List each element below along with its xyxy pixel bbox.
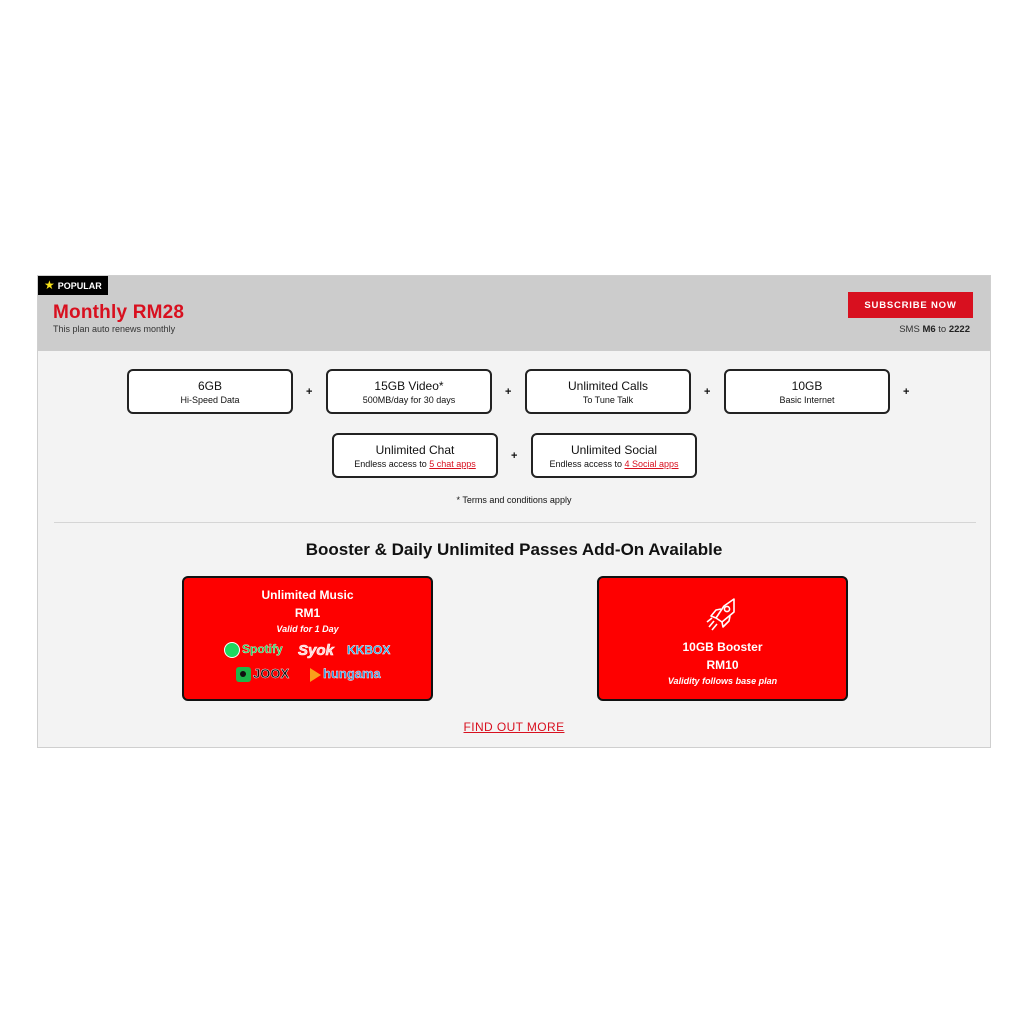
plus-sign: + [306, 386, 313, 398]
divider [54, 522, 976, 523]
plus-sign: + [505, 386, 512, 398]
plan-subtitle: This plan auto renews monthly [53, 324, 176, 334]
plus-sign: + [511, 450, 518, 462]
subscribe-button[interactable]: SUBSCRIBE NOW [848, 292, 973, 318]
plan-title: Monthly RM28 [53, 302, 185, 323]
popular-badge: ★ POPULAR [38, 276, 108, 295]
find-out-more-link[interactable]: FIND OUT MORE [463, 720, 565, 734]
addon-unlimited-music[interactable]: Unlimited Music RM1 Valid for 1 Day Spotify Syok KKBOX JOOX hungama [182, 576, 433, 701]
feature-basic-internet: 10GB Basic Internet [724, 369, 890, 414]
social-apps-link[interactable]: 4 Social apps [624, 459, 679, 469]
chat-apps-link[interactable]: 5 chat apps [429, 459, 476, 469]
plan-header [38, 276, 990, 351]
feature-social: Unlimited Social Endless access to 4 Social apps [531, 433, 697, 478]
hungama-logo: hungama [310, 666, 381, 682]
feature-data: 6GB Hi-Speed Data [127, 369, 293, 414]
sms-instruction: SMS M6 to 2222 [899, 324, 970, 335]
feature-chat: Unlimited Chat Endless access to 5 chat apps [332, 433, 498, 478]
addon-10gb-booster[interactable]: 10GB Booster RM10 Validity follows base plan [597, 576, 848, 701]
rocket-icon [599, 594, 846, 634]
joox-logo: JOOX [236, 666, 289, 682]
syok-logo: Syok [298, 642, 334, 659]
kkbox-logo: KKBOX [347, 643, 391, 657]
plan-card [37, 275, 991, 748]
plus-sign: + [903, 386, 910, 398]
spotify-logo: Spotify [224, 642, 283, 658]
feature-video: 15GB Video* 500MB/day for 30 days [326, 369, 492, 414]
addons-title: Booster & Daily Unlimited Passes Add-On Available [305, 540, 723, 559]
plus-sign: + [704, 386, 711, 398]
terms-note: * Terms and conditions apply [456, 495, 572, 505]
star-icon: ★ [44, 278, 55, 292]
feature-calls: Unlimited Calls To Tune Talk [525, 369, 691, 414]
